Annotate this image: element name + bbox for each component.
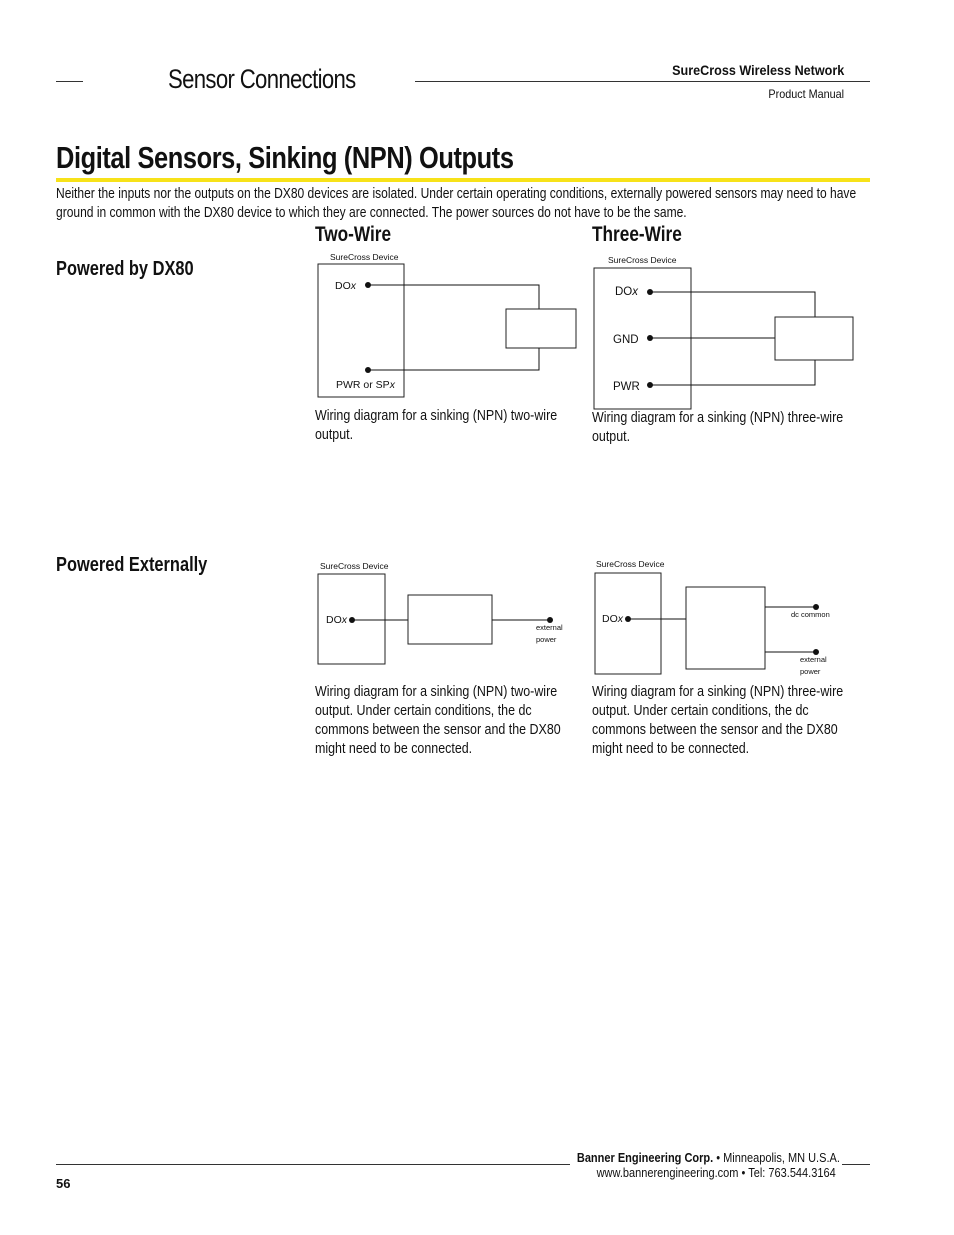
heading-three-wire: Three-Wire: [592, 223, 682, 246]
page-title: Digital Sensors, Sinking (NPN) Outputs: [56, 140, 514, 175]
external-power-label-1: external: [536, 623, 563, 632]
external-power-label-1: external: [800, 655, 827, 664]
wire-dox: [650, 292, 815, 317]
footer-rule-left: [56, 1164, 570, 1165]
device-box: [318, 264, 404, 397]
sensor-box: [686, 587, 765, 669]
heading-powered-externally: Powered Externally: [56, 554, 208, 576]
manual-label: Product Manual: [768, 87, 844, 101]
footer-company-line: [577, 1151, 840, 1165]
footer-contact: www.bannerengineering.com • Tel: 763.544.3164: [596, 1166, 836, 1180]
diagram-dx80-three-wire: [590, 250, 860, 412]
pwr-or-spx-label: PWR or SPx: [336, 379, 395, 391]
title-underline: [56, 178, 870, 182]
header-rule-right: [415, 81, 870, 82]
heading-powered-dx80: Powered by DX80: [56, 258, 194, 280]
dc-common-label: dc common: [791, 610, 830, 619]
page-number: 56: [56, 1176, 71, 1191]
gnd-label: GND: [613, 334, 639, 346]
intro-paragraph: Neither the inputs nor the outputs on the DX80 devices are isolated. Under certain operating conditions, externally powered sensors may need to have ground in common with the DX80 device to which they are connected. The power sources do not have to be the same.: [56, 186, 857, 221]
caption-dx80-two-wire: Wiring diagram for a sinking (NPN) two-wire output.: [315, 407, 558, 443]
external-power-label-2: power: [536, 635, 557, 644]
footer-company: Banner Engineering Corp.: [576, 1151, 714, 1165]
diagram-ext-three-wire: [590, 556, 840, 676]
footer-location: • Minneapolis, MN U.S.A.: [713, 1151, 840, 1165]
device-label: SureCross Device: [596, 559, 665, 569]
dox-label: DOx: [326, 614, 347, 626]
device-label: SureCross Device: [608, 255, 677, 265]
section-title: Sensor Connections: [168, 64, 356, 94]
dox-label: DOx: [615, 286, 638, 298]
terminal-pwr: [647, 382, 653, 388]
pwr-label: PWR: [613, 381, 640, 393]
diagram-dx80-two-wire: [310, 248, 585, 398]
wire-pwr: [650, 360, 815, 385]
header-rule-left: [56, 81, 83, 82]
heading-two-wire: Two-Wire: [315, 223, 392, 246]
sensor-box: [775, 317, 853, 360]
caption-dx80-three-wire: Wiring diagram for a sinking (NPN) three-wire output.: [592, 409, 844, 445]
dox-label: DOx: [335, 280, 356, 292]
sensor-box: [408, 595, 492, 644]
caption-ext-three-wire: Wiring diagram for a sinking (NPN) three-wire output. Under certain conditions, the dc commons between the sensor and the DX80 might need to be connected.: [592, 683, 844, 757]
diagram-ext-two-wire: [314, 558, 574, 668]
caption-ext-two-wire: Wiring diagram for a sinking (NPN) two-wire output. Under certain conditions, the dc commons between the sensor and the DX80 might need to be connected.: [315, 683, 561, 757]
wire-dox: [368, 285, 539, 309]
external-power-label-2: power: [800, 667, 821, 676]
terminal-pwr: [365, 367, 371, 373]
wire-pwr: [368, 348, 539, 370]
dox-label: DOx: [602, 613, 623, 625]
brand-name: SureCross Wireless Network: [671, 62, 844, 78]
device-label: SureCross Device: [320, 561, 389, 571]
sensor-box: [506, 309, 576, 348]
footer-rule-right: [842, 1164, 870, 1165]
device-label: SureCross Device: [330, 252, 399, 262]
